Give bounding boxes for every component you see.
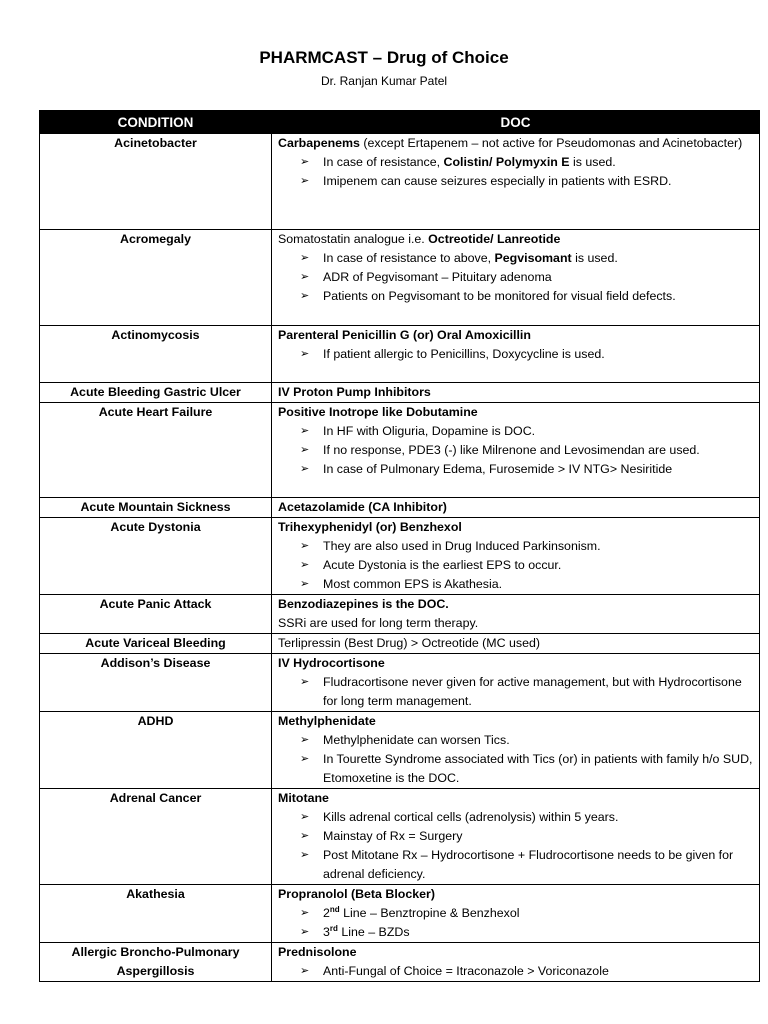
list-item: ➢ If no response, PDE3 (-) like Milrenone and Levosimendan are used. [278,441,753,460]
list-item: ➢ Post Mitotane Rx – Hydrocortisone + Fludrocortisone needs to be given for adrenal deficiency. [278,846,753,884]
doc-cell: Carbapenems (except Ertapenem – not active for Pseudomonas and Acinetobacter) ➢ In case of resistance, Colistin/ Polymyxin E is used. ➢ Imipenem can cause seizures especially in patients with ESRD. [272,134,760,230]
list-item: ➢ ADR of Pegvisomant – Pituitary adenoma [278,268,753,287]
condition-cell: Acute Mountain Sickness [40,498,272,518]
note-list [278,673,753,711]
table-row [40,654,760,712]
note-list [278,808,753,884]
note-list [278,962,753,981]
condition-cell: Akathesia [40,885,272,943]
doc-cell: Somatostatin analogue i.e. Octreotide/ Lanreotide ➢ In case of resistance to above, Pegvisomant is used. ➢ ADR of Pegvisomant – Pituitary adenoma ➢ Patients on Pegvisomant to be monitored for visual field defects. [272,230,760,326]
condition-cell: Acute Panic Attack [40,595,272,634]
list-item: ➢ In case of resistance to above, Pegvisomant is used. [278,249,753,268]
condition-cell: Acute Variceal Bleeding [40,634,272,654]
list-item: ➢ They are also used in Drug Induced Parkinsonism. [278,537,753,556]
doc-cell: Terlipressin (Best Drug) > Octreotide (MC used) [272,634,760,654]
condition-cell: Acromegaly [40,230,272,326]
doc-cell: Benzodiazepines is the DOC. SSRi are used for long term therapy. [272,595,760,634]
list-item: ➢ If patient allergic to Penicillins, Doxycycline is used. [278,345,753,364]
condition-cell: ADHD [40,712,272,789]
list-item: ➢ Imipenem can cause seizures especially in patients with ESRD. [278,172,753,191]
doc-column-header: DOC [272,111,760,134]
condition-cell: Acute Heart Failure [40,403,272,498]
note-list [278,153,753,191]
list-item: ➢ Fludracortisone never given for active management, but with Hydrocortisone for long term management. [278,673,753,711]
drug-of-choice-table [39,110,760,982]
note-list [278,422,753,479]
doc-cell: Propranolol (Beta Blocker) ➢ 2nd Line – Benztropine & Benzhexol ➢ 3rd Line – BZDs [272,885,760,943]
condition-cell: Acinetobacter [40,134,272,230]
doc-cell: Parenteral Penicillin G (or) Oral Amoxicillin ➢ If patient allergic to Penicillins, Doxycycline is used. [272,326,760,383]
doc-cell: Acetazolamide (CA Inhibitor) [272,498,760,518]
doc-cell: Methylphenidate ➢ Methylphenidate can worsen Tics. ➢ In Tourette Syndrome associated with Tics (or) in patients with family h/o SUD, Etomoxetine is the DOC. [272,712,760,789]
table-row [40,712,760,789]
list-item: ➢ Patients on Pegvisomant to be monitored for visual field defects. [278,287,753,306]
doc-cell: IV Proton Pump Inhibitors [272,383,760,403]
table-row [40,230,760,326]
list-item: ➢ In Tourette Syndrome associated with Tics (or) in patients with family h/o SUD, Etomoxetine is the DOC. [278,750,753,788]
page-title: PHARMCAST – Drug of Choice [259,48,509,67]
author-name: Dr. Ranjan Kumar Patel [320,74,448,88]
table-row [40,498,760,518]
table-header-row [40,111,760,134]
condition-cell: Allergic Broncho-Pulmonary Aspergillosis [40,943,272,982]
list-item: ➢ 2nd Line – Benztropine & Benzhexol [278,904,753,923]
doc-cell: Prednisolone ➢ Anti-Fungal of Choice = Itraconazole > Voriconazole [272,943,760,982]
condition-cell: Adrenal Cancer [40,789,272,885]
list-item: ➢ Kills adrenal cortical cells (adrenolysis) within 5 years. [278,808,753,827]
doc-cell: Positive Inotrope like Dobutamine ➢ In HF with Oliguria, Dopamine is DOC. ➢ If no response, PDE3 (-) like Milrenone and Levosimendan are used. ➢ In case of Pulmonary Edema, Furosemide > IV NTG> Nesiritide [272,403,760,498]
table-row [40,383,760,403]
note-list [278,537,753,594]
table-row [40,326,760,383]
condition-cell: Addison’s Disease [40,654,272,712]
condition-cell: Acute Bleeding Gastric Ulcer [40,383,272,403]
table-row [40,885,760,943]
table-row [40,943,760,982]
list-item: ➢ Most common EPS is Akathesia. [278,575,753,594]
doc-cell: Trihexyphenidyl (or) Benzhexol ➢ They are also used in Drug Induced Parkinsonism. ➢ Acute Dystonia is the earliest EPS to occur. ➢ Most common EPS is Akathesia. [272,518,760,595]
table-row [40,789,760,885]
condition-cell: Actinomycosis [40,326,272,383]
list-item: ➢ Mainstay of Rx = Surgery [278,827,753,846]
table-row [40,134,760,230]
list-item: ➢ Acute Dystonia is the earliest EPS to occur. [278,556,753,575]
note-list [278,904,753,942]
list-item: ➢ 3rd Line – BZDs [278,923,753,942]
note-list [278,249,753,306]
table-row [40,634,760,654]
note-list [278,345,753,364]
list-item: ➢ In case of Pulmonary Edema, Furosemide > IV NTG> Nesiritide [278,460,753,479]
table-row [40,595,760,634]
table-row [40,403,760,498]
table-row [40,518,760,595]
list-item: ➢ In HF with Oliguria, Dopamine is DOC. [278,422,753,441]
note-list [278,731,753,788]
doc-cell: IV Hydrocortisone ➢ Fludracortisone never given for active management, but with Hydrocortisone for long term management. [272,654,760,712]
condition-column-header: CONDITION [40,111,272,134]
doc-cell: Mitotane ➢ Kills adrenal cortical cells (adrenolysis) within 5 years. ➢ Mainstay of Rx = Surgery ➢ Post Mitotane Rx – Hydrocortisone + Fludrocortisone needs to be given for adrenal deficiency. [272,789,760,885]
list-item: ➢ Anti-Fungal of Choice = Itraconazole > Voriconazole [278,962,753,981]
list-item: ➢ In case of resistance, Colistin/ Polymyxin E is used. [278,153,753,172]
list-item: ➢ Methylphenidate can worsen Tics. [278,731,753,750]
condition-cell: Acute Dystonia [40,518,272,595]
